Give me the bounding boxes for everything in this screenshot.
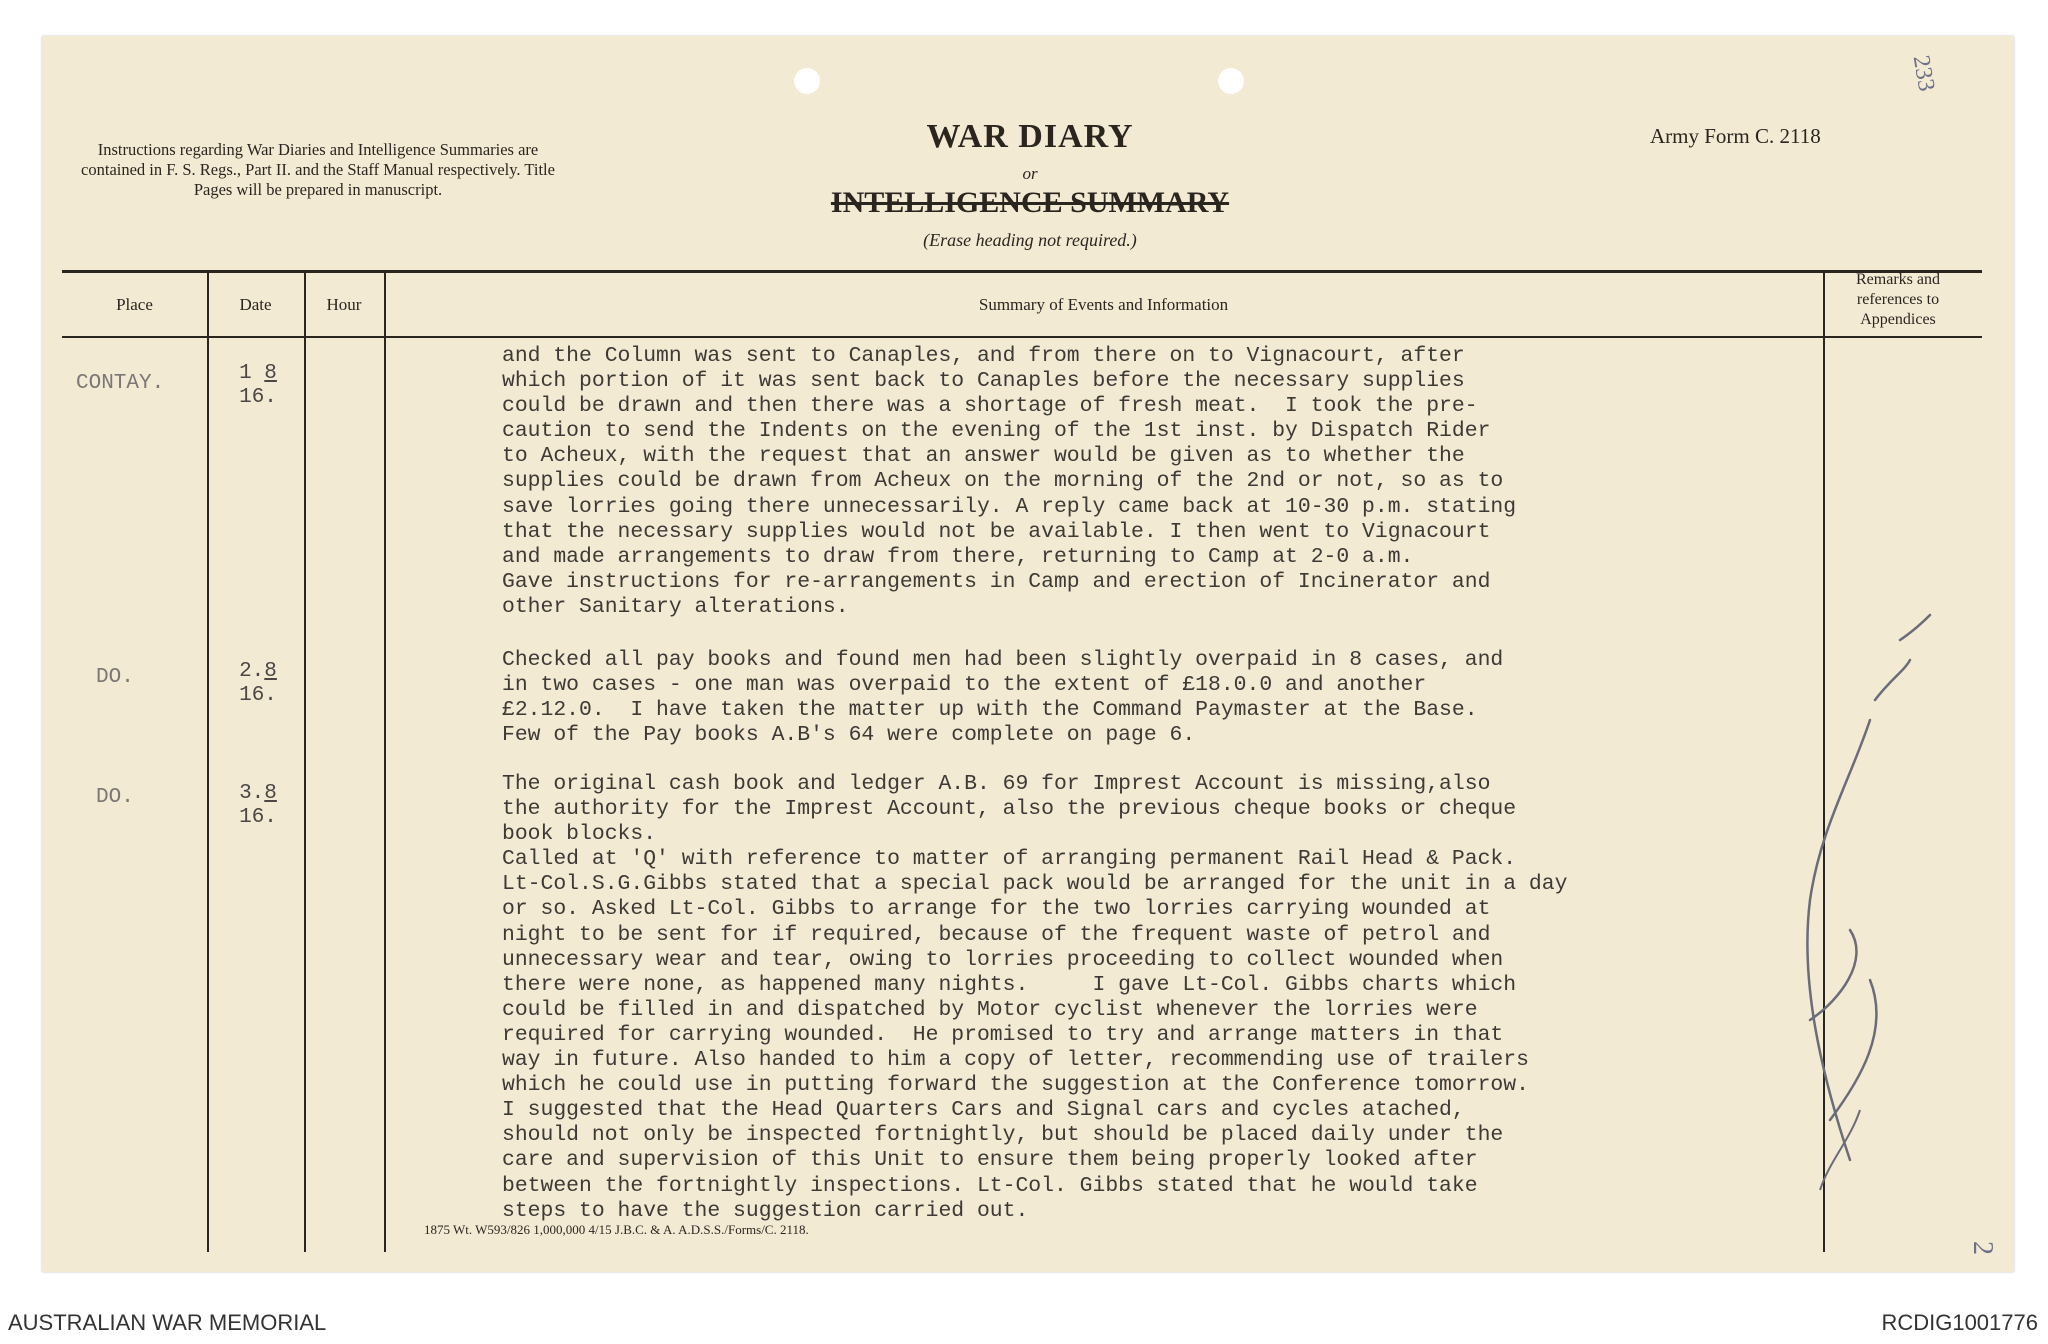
date-day: 2. [239,660,265,683]
date-year: 16. [239,806,277,829]
entry-text: Checked all pay books and found men had been slightly overpaid in 8 cases, and in two cases - one man was overpaid to the extent of £18.0.0 and another £2.12.0. I have taken the matter up with the Command Paymaster at the Base. Few of the Pay books A.B's 64 were complete on page 6. [502,648,1504,748]
punch-hole [794,68,820,94]
entry-text: The original cash book and ledger A.B. 69 for Imprest Account is missing,also the authority for the Imprest Account, also the previous cheque books or cheque book blocks. Called at 'Q' with reference to matter of arranging permanent Rail Head & Pack. Lt-Col.S.G.Gibbs stated that a special pack would be arranged for the unit in a day or so. Asked Lt-Col. Gibbs to arrange for the two lorries carrying wounded at night to be sent for if required, because of the frequent waste of petrol and unnecessary wear and tear, owing to lorries proceeding to collect wounded when there were none, as happened many nights. I gave Lt-Col. Gibbs charts which could be filled in and dispatched by Motor cyclist whenever the lorries were required for carrying wounded. He promised to try and arrange matters in that way in future. Also handed to him a copy of letter, recommending use of trailers which he could use in putting forward the suggestion at the Conference tomorrow. I suggested that the Head Quarters Cars and Signal cars and cycles atached, should not only be inspected fortnightly, but should be placed daily under the care and supervision of this Unit to ensure them being properly looked after between the fortnightly inspections. Lt-Col. Gibbs stated that he would take steps to have the suggestion carried out. [502,772,1568,1223]
punch-hole [1218,68,1244,94]
date-year: 16. [239,386,277,409]
column-header-hour: Hour [326,295,362,314]
date-day: 1 [239,362,252,385]
erase-note: (Erase heading not required.) [923,230,1137,250]
form-subtitle-struck: INTELLIGENCE SUMMARY [830,186,1230,219]
column-divider [207,272,209,1252]
column-header-date: Date [239,295,272,314]
date-day: 3. [239,782,265,805]
date-month: 8 [264,660,277,683]
date-month: 8 [264,782,277,805]
table-header-rule [62,336,1982,338]
date-year: 16. [239,684,277,707]
entry-date [228,362,288,410]
entry-text: and the Column was sent to Canaples, and from there on to Vignacourt, after which portion of it was sent back to Canaples before the necessary supplies could be drawn and then there was a shortage of fresh meat. I took the pre- caution to send the Indents on the evening of the 1st inst. by Dispatch Rider to Acheux, with the request that an answer would be given as to whether the supplies could be drawn from Acheux on the morning of the 2nd or not, so as to save lorries going there unnecessarily. A reply came back at 10-30 p.m. stating that the necessary supplies would not be available. I then went to Vignacourt and made arrangements to draw from there, returning to Camp at 2-0 a.m. Gave instructions for re-arrangements in Camp and erection of Incinerator and other Sanitary alterations. [502,344,1517,619]
page-number-mark: 2 [1967,1241,1998,1255]
army-form-number: Army Form C. 2118 [1650,124,1821,148]
column-header-remarks: Remarks and references to Appendices [1856,271,1940,328]
handwritten-signature [1700,600,1960,1200]
entry-place: CONTAY. [76,372,165,395]
form-or: or [1022,164,1038,183]
footer-source: AUSTRALIAN WAR MEMORIAL [8,1310,327,1335]
form-instructions: Instructions regarding War Diaries and Intelligence Summaries are contained in F. S. Regs., Part II. and the Staff Manual respectively. Title Pages will be prepared in manuscript. [81,140,555,199]
folio-number: 233 [1907,53,1940,94]
entry-place: DO. [96,666,134,689]
entry-date [228,782,288,830]
print-line: 1875 Wt. W593/826 1,000,000 4/15 J.B.C. & A. A.D.S.S./Forms/C. 2118. [424,1222,809,1237]
column-header-summary: Summary of Events and Information [978,295,1229,314]
column-header-place: Place [116,295,153,314]
table-top-rule [62,270,1982,273]
form-title: WAR DIARY [926,118,1134,155]
entry-date [228,660,288,708]
footer-id: RCDIG1001776 [1881,1310,2038,1335]
column-divider [304,272,306,1252]
entry-place: DO. [96,786,134,809]
column-divider [384,272,386,1252]
date-month: 8 [264,362,277,385]
